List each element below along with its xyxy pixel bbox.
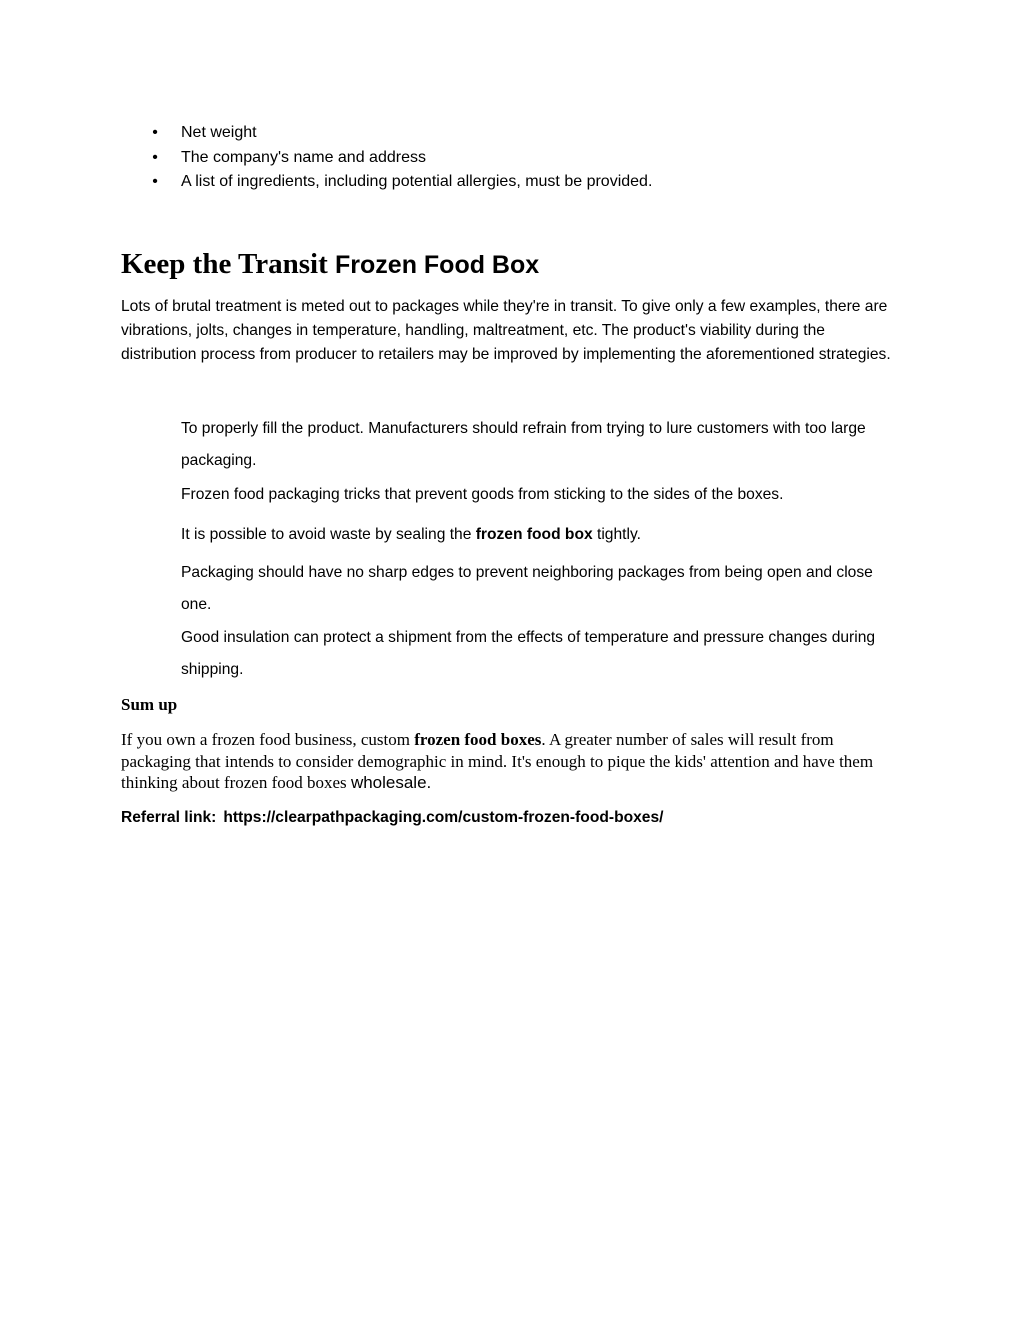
- section-heading: [121, 246, 539, 283]
- strategy-text: tightly.: [592, 526, 641, 543]
- strategy-text: It is possible to avoid waste by sealing the: [181, 526, 476, 543]
- strategy-item: To properly fill the product. Manufacturers should refrain from trying to lure customers with too large packaging.: [181, 420, 866, 469]
- strategy-item: Good insulation can protect a shipment from the effects of temperature and pressure changes during shipping.: [181, 629, 876, 678]
- sumup-bold-text: frozen food boxes: [414, 730, 542, 749]
- list-item: [150, 170, 910, 195]
- list-item-text: Net weight: [181, 124, 257, 141]
- strategy-item: [181, 519, 901, 551]
- strategy-item: Packaging should have no sharp edges to prevent neighboring packages from being open and close one.: [181, 564, 873, 613]
- requirements-list: [150, 121, 910, 195]
- referral-link[interactable]: https://clearpathpackaging.com/custom-frozen-food-boxes/: [223, 809, 664, 826]
- bullet-icon: •: [152, 173, 158, 190]
- strategy-item: Frozen food packaging tricks that prevent goods from sticking to the sides of the boxes.: [181, 486, 784, 503]
- bullet-icon: •: [152, 124, 158, 141]
- referral-line: [121, 807, 663, 829]
- heading-sans-part: Frozen Food Box: [335, 251, 540, 279]
- list-item-text: The company's name and address: [181, 148, 426, 166]
- sumup-text: . A greater number of sales will result from packaging that intends to consider demographic in mind. It's enough to pique the kids' attention and have them thinking about frozen food boxes: [121, 730, 874, 792]
- list-item: [150, 121, 910, 146]
- heading-serif-part: Keep the Transit: [121, 248, 336, 280]
- intro-paragraph: Lots of brutal treatment is meted out to packages while they're in transit. To give only a few examples, there are vibrations, jolts, changes in temperature, handling, maltreatment, etc. The product's viability during the distribution process from producer to retailers may be improved by implementing the aforementioned strategies.: [121, 298, 891, 364]
- sumup-text: If you own a frozen food business, custom: [121, 730, 415, 749]
- sumup-heading: Sum up: [121, 695, 178, 714]
- sumup-paragraph: [121, 729, 901, 794]
- referral-label: Referral link:: [121, 809, 217, 826]
- bullet-icon: •: [152, 148, 158, 166]
- sumup-sans-text: wholesale.: [350, 773, 432, 792]
- list-item: [150, 146, 910, 171]
- strategy-bold-text: frozen food box: [475, 526, 593, 543]
- list-item-text: A list of ingredients, including potential allergies, must be provided.: [181, 173, 653, 190]
